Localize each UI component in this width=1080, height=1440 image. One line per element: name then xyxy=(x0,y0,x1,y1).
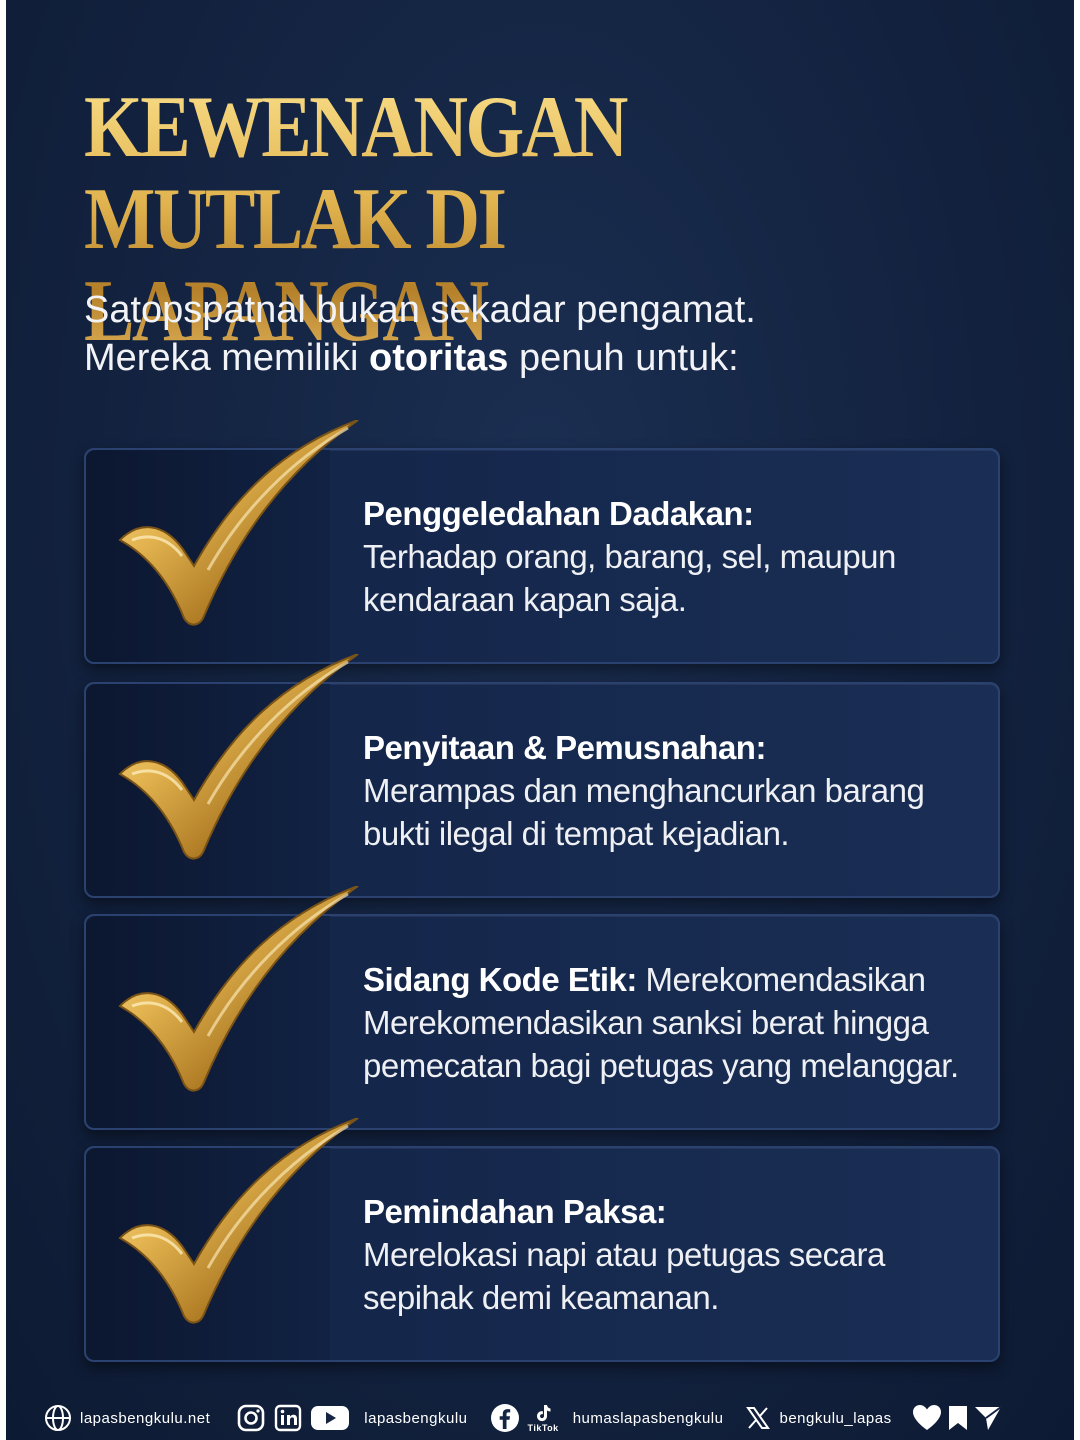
item-heading: Penyitaan & Pemusnahan: xyxy=(363,728,766,766)
send-icon[interactable] xyxy=(974,1405,1002,1431)
item-heading: Pemindahan Paksa: xyxy=(363,1192,667,1230)
globe-icon[interactable] xyxy=(44,1404,72,1432)
subtitle-line-2 xyxy=(84,334,1004,382)
subtitle xyxy=(84,286,1004,382)
bookmark-icon[interactable] xyxy=(948,1405,968,1431)
item-body: Merelokasi napi atau petugas secara sepihak demi keamanan. xyxy=(363,1235,885,1316)
item-card xyxy=(84,682,1000,898)
item-card xyxy=(84,448,1000,664)
checkmark-icon xyxy=(112,1118,362,1338)
item-card xyxy=(84,1146,1000,1362)
item-heading: Sidang Kode Etik: xyxy=(363,960,637,998)
item-heading-line xyxy=(363,958,983,1087)
checkmark-icon xyxy=(112,420,362,640)
item-text xyxy=(363,684,983,896)
instagram-icon[interactable] xyxy=(236,1403,266,1433)
heart-icon[interactable] xyxy=(912,1404,942,1432)
checkmark-icon xyxy=(112,886,362,1106)
item-text xyxy=(363,1148,983,1360)
youtube-icon[interactable] xyxy=(310,1404,350,1432)
x-icon[interactable] xyxy=(745,1405,771,1431)
item-body: Merampas dan menghancurkan barang bukti ilegal di tempat kejadian. xyxy=(363,771,925,852)
tiktok-icon[interactable] xyxy=(528,1403,559,1433)
item-card xyxy=(84,914,1000,1130)
frame-edge-right xyxy=(1074,0,1080,1440)
title-line-2: MUTLAK DI LAPANGAN xyxy=(84,171,505,360)
item-body: Merekomendasikan Merekomendasikan sanksi berat hingga pemecatan bagi petugas yang melanggar. xyxy=(363,960,959,1084)
website-link[interactable]: lapasbengkulu.net xyxy=(80,1409,211,1427)
item-heading: Penggeledahan Dadakan: xyxy=(363,494,754,532)
tiktok-label: TikTok xyxy=(527,1423,559,1433)
social-handle-bengkulu-lapas[interactable]: bengkulu_lapas xyxy=(779,1409,892,1427)
social-handle-lapasbengkulu[interactable]: lapasbengkulu xyxy=(364,1409,468,1427)
item-body: Terhadap orang, barang, sel, maupun kendaraan kapan saja. xyxy=(363,537,896,618)
subtitle-emphasis: otoritas xyxy=(369,337,509,379)
frame-edge-left xyxy=(0,0,6,1440)
item-text xyxy=(363,450,983,662)
title-line-1: KEWENANGAN xyxy=(84,79,626,176)
footer-bar xyxy=(44,1398,1042,1438)
checkmark-icon xyxy=(112,654,362,874)
subtitle-line-1: Satopspatnal bukan sekadar pengamat. xyxy=(84,289,756,331)
item-text xyxy=(363,916,983,1128)
subtitle-line-2-end: penuh untuk: xyxy=(508,337,739,379)
subtitle-line-2-start: Mereka memiliki xyxy=(84,337,370,379)
facebook-icon[interactable] xyxy=(490,1403,520,1433)
linkedin-icon[interactable] xyxy=(274,1404,302,1432)
social-handle-humaslapasbengkulu[interactable]: humaslapasbengkulu xyxy=(572,1409,724,1427)
